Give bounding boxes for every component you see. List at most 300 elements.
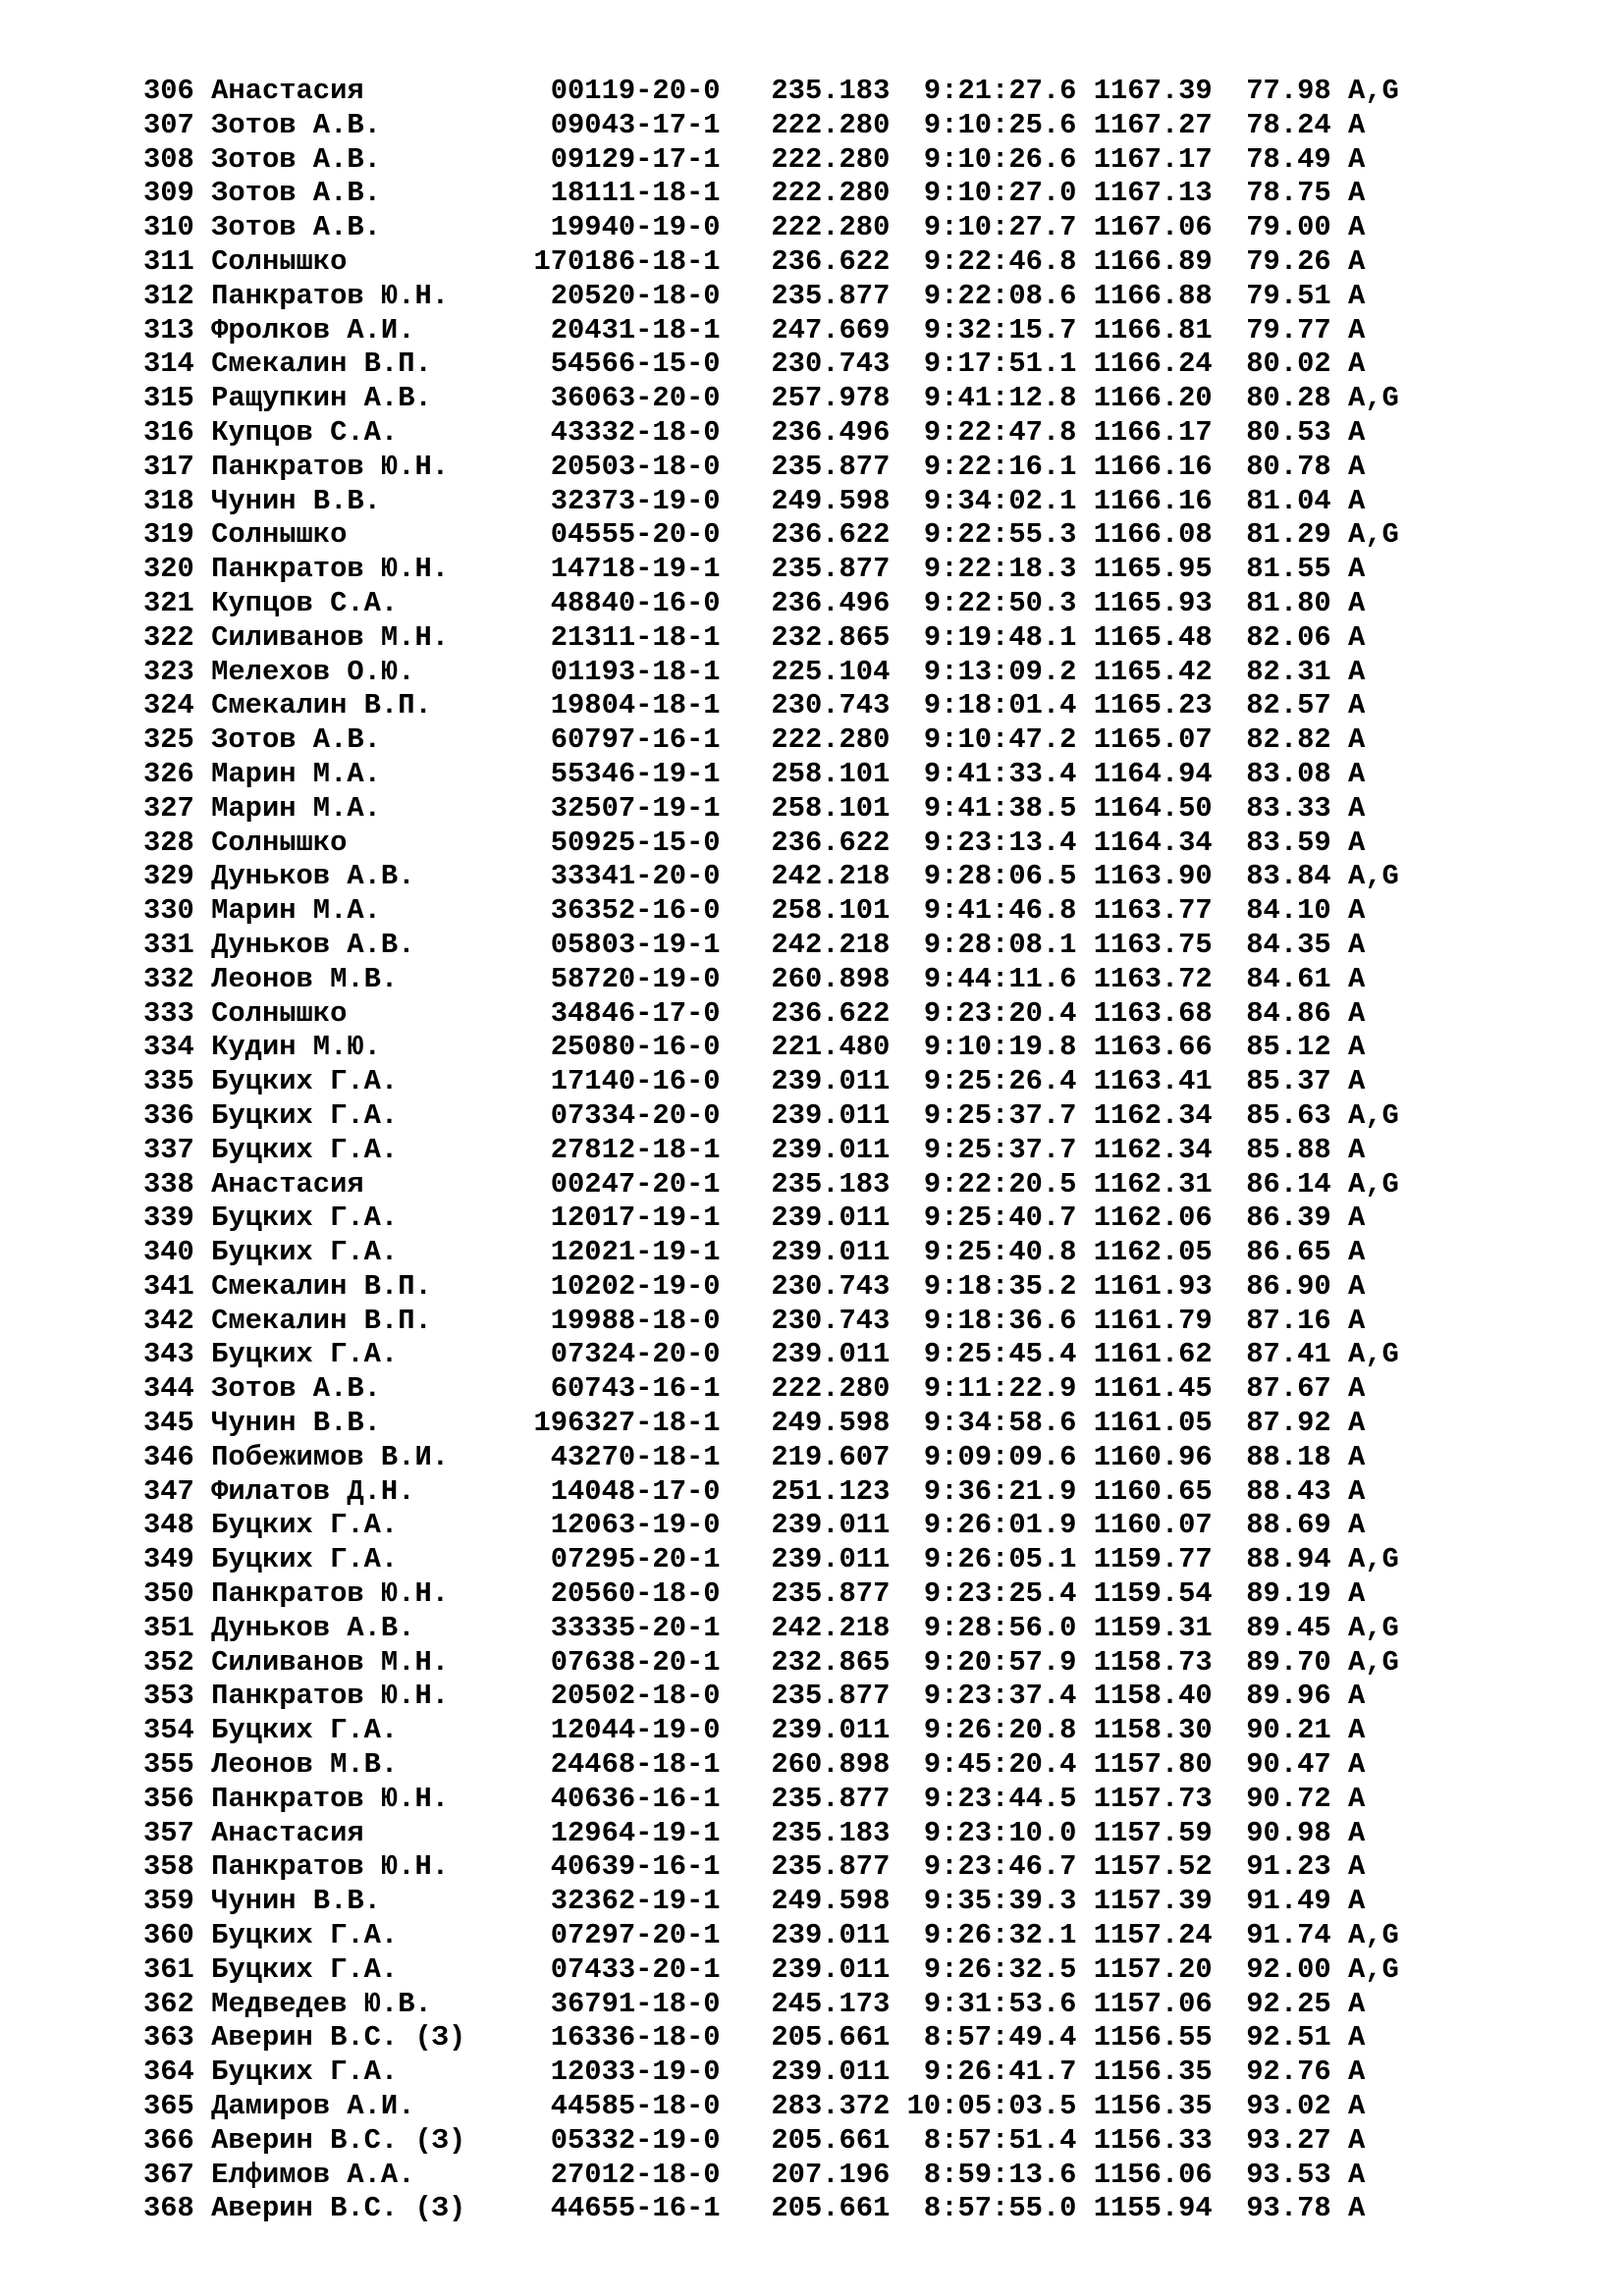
cell-name: Марин М.А. xyxy=(211,791,534,825)
cell-speed: 1166.89 xyxy=(1093,244,1247,278)
cell-coef: 80.78 xyxy=(1246,450,1348,483)
cell-time: 9:22:55.3 xyxy=(890,518,1094,552)
cell-ring: 24468-18-1 xyxy=(533,1748,755,1782)
cell-name: Леонов М.В. xyxy=(211,962,534,995)
cell-num: 340 xyxy=(143,1236,212,1269)
result-row xyxy=(143,1783,1399,1817)
cell-num: 338 xyxy=(143,1167,212,1201)
cell-time: 8:57:49.4 xyxy=(890,2021,1094,2055)
result-row xyxy=(143,997,1399,1032)
cell-ring: 60743-16-1 xyxy=(533,1372,755,1406)
cell-dist: 222.280 xyxy=(754,142,891,176)
cell-name: Силиванов М.Н. xyxy=(211,620,534,654)
cell-name: Кудин М.Ю. xyxy=(211,1031,534,1064)
cell-name: Панкратов Ю.Н. xyxy=(211,1577,534,1611)
cell-num: 337 xyxy=(143,1133,212,1166)
result-row xyxy=(143,280,1399,314)
cell-coef: 81.55 xyxy=(1246,553,1348,586)
cell-flag: A xyxy=(1347,279,1366,312)
result-row xyxy=(143,1270,1399,1305)
cell-time: 9:22:46.8 xyxy=(890,244,1094,278)
result-row xyxy=(143,894,1399,929)
cell-num: 358 xyxy=(143,1850,212,1884)
cell-speed: 1163.41 xyxy=(1093,1065,1247,1098)
cell-num: 368 xyxy=(143,2192,212,2225)
cell-flag: A xyxy=(1347,586,1366,619)
cell-coef: 89.70 xyxy=(1246,1645,1348,1679)
cell-coef: 83.08 xyxy=(1246,757,1348,790)
cell-dist: 239.011 xyxy=(754,1919,891,1952)
cell-name: Панкратов Ю.Н. xyxy=(211,553,534,586)
cell-name: Марин М.А. xyxy=(211,894,534,928)
cell-flag: A xyxy=(1347,2158,1366,2191)
cell-coef: 86.14 xyxy=(1246,1167,1348,1201)
cell-speed: 1166.08 xyxy=(1093,518,1247,552)
cell-time: 9:23:44.5 xyxy=(890,1782,1094,1815)
cell-num: 331 xyxy=(143,928,212,961)
cell-dist: 258.101 xyxy=(754,894,891,928)
result-row xyxy=(143,2021,1399,2056)
cell-num: 324 xyxy=(143,689,212,722)
result-row xyxy=(143,1134,1399,1168)
cell-speed: 1160.96 xyxy=(1093,1440,1247,1473)
cell-time: 9:10:26.6 xyxy=(890,142,1094,176)
cell-speed: 1164.34 xyxy=(1093,826,1247,859)
result-row xyxy=(143,485,1399,519)
cell-num: 310 xyxy=(143,211,212,244)
cell-ring: 32507-19-1 xyxy=(533,791,755,825)
cell-flag: A xyxy=(1347,1269,1366,1303)
cell-ring: 07295-20-1 xyxy=(533,1543,755,1576)
cell-num: 309 xyxy=(143,177,212,210)
cell-name: Дуньков А.В. xyxy=(211,928,534,961)
cell-speed: 1165.42 xyxy=(1093,655,1247,688)
cell-num: 325 xyxy=(143,723,212,757)
result-row xyxy=(143,1031,1399,1065)
cell-speed: 1166.20 xyxy=(1093,382,1247,415)
cell-ring: 16336-18-0 xyxy=(533,2021,755,2055)
cell-ring: 36352-16-0 xyxy=(533,894,755,928)
cell-flag: A xyxy=(1347,1372,1366,1406)
cell-speed: 1164.50 xyxy=(1093,791,1247,825)
cell-name: Чунин В.В. xyxy=(211,1407,534,1440)
cell-dist: 260.898 xyxy=(754,962,891,995)
cell-name: Аверин В.С. (З) xyxy=(211,2123,534,2157)
cell-speed: 1161.05 xyxy=(1093,1407,1247,1440)
cell-flag: A xyxy=(1347,450,1366,483)
cell-dist: 235.877 xyxy=(754,1680,891,1713)
result-row xyxy=(143,314,1399,348)
cell-num: 359 xyxy=(143,1885,212,1918)
cell-speed: 1156.06 xyxy=(1093,2158,1247,2191)
cell-ring: 19804-18-1 xyxy=(533,689,755,722)
cell-time: 9:28:06.5 xyxy=(890,860,1094,893)
result-row xyxy=(143,1372,1399,1407)
cell-num: 336 xyxy=(143,1098,212,1132)
result-row xyxy=(143,1338,1399,1372)
result-row xyxy=(143,963,1399,997)
cell-ring: 196327-18-1 xyxy=(533,1407,755,1440)
cell-name: Солнышко xyxy=(211,996,534,1030)
cell-coef: 90.21 xyxy=(1246,1714,1348,1747)
cell-coef: 78.24 xyxy=(1246,108,1348,141)
cell-coef: 79.26 xyxy=(1246,244,1348,278)
cell-speed: 1161.93 xyxy=(1093,1269,1247,1303)
cell-coef: 79.51 xyxy=(1246,279,1348,312)
cell-ring: 55346-19-1 xyxy=(533,757,755,790)
cell-time: 9:31:53.6 xyxy=(890,1987,1094,2020)
cell-coef: 88.94 xyxy=(1246,1543,1348,1576)
cell-name: Солнышко xyxy=(211,244,534,278)
cell-num: 360 xyxy=(143,1919,212,1952)
cell-name: Буцких Г.А. xyxy=(211,1714,534,1747)
cell-ring: 00247-20-1 xyxy=(533,1167,755,1201)
cell-time: 9:25:45.4 xyxy=(890,1338,1094,1371)
cell-time: 9:22:20.5 xyxy=(890,1167,1094,1201)
cell-ring: 12964-19-1 xyxy=(533,1816,755,1849)
cell-name: Буцких Г.А. xyxy=(211,1236,534,1269)
cell-time: 9:09:09.6 xyxy=(890,1440,1094,1473)
cell-name: Зотов А.В. xyxy=(211,1372,534,1406)
cell-ring: 10202-19-0 xyxy=(533,1269,755,1303)
cell-coef: 84.61 xyxy=(1246,962,1348,995)
cell-speed: 1166.16 xyxy=(1093,484,1247,517)
cell-num: 307 xyxy=(143,108,212,141)
cell-time: 9:22:50.3 xyxy=(890,586,1094,619)
cell-flag: A xyxy=(1347,723,1366,757)
cell-dist: 205.661 xyxy=(754,2021,891,2055)
cell-num: 316 xyxy=(143,415,212,449)
cell-dist: 230.743 xyxy=(754,1269,891,1303)
cell-dist: 239.011 xyxy=(754,1236,891,1269)
cell-num: 323 xyxy=(143,655,212,688)
cell-dist: 222.280 xyxy=(754,177,891,210)
cell-speed: 1156.33 xyxy=(1093,2123,1247,2157)
cell-ring: 170186-18-1 xyxy=(533,244,755,278)
result-row xyxy=(143,177,1399,211)
cell-coef: 83.84 xyxy=(1246,860,1348,893)
cell-ring: 05803-19-1 xyxy=(533,928,755,961)
cell-speed: 1159.77 xyxy=(1093,1543,1247,1576)
cell-flag: A,G xyxy=(1347,1611,1399,1644)
cell-num: 329 xyxy=(143,860,212,893)
cell-ring: 09129-17-1 xyxy=(533,142,755,176)
cell-speed: 1157.73 xyxy=(1093,1782,1247,1815)
result-row xyxy=(143,689,1399,723)
cell-coef: 87.67 xyxy=(1246,1372,1348,1406)
cell-ring: 21311-18-1 xyxy=(533,620,755,654)
cell-dist: 258.101 xyxy=(754,757,891,790)
cell-speed: 1167.39 xyxy=(1093,75,1247,107)
cell-ring: 18111-18-1 xyxy=(533,177,755,210)
cell-dist: 242.218 xyxy=(754,1611,891,1644)
cell-time: 9:10:27.0 xyxy=(890,177,1094,210)
cell-dist: 251.123 xyxy=(754,1474,891,1508)
cell-time: 9:20:57.9 xyxy=(890,1645,1094,1679)
cell-dist: 236.496 xyxy=(754,415,891,449)
cell-flag: A xyxy=(1347,484,1366,517)
cell-num: 311 xyxy=(143,244,212,278)
cell-name: Буцких Г.А. xyxy=(211,1543,534,1576)
result-row xyxy=(143,1543,1399,1577)
cell-time: 8:59:13.6 xyxy=(890,2158,1094,2191)
cell-speed: 1165.07 xyxy=(1093,723,1247,757)
cell-num: 361 xyxy=(143,1952,212,1986)
cell-dist: 207.196 xyxy=(754,2158,891,2191)
cell-name: Дамиров А.И. xyxy=(211,2090,534,2123)
cell-dist: 249.598 xyxy=(754,484,891,517)
cell-time: 9:45:20.4 xyxy=(890,1748,1094,1782)
result-row xyxy=(143,245,1399,280)
cell-time: 9:18:01.4 xyxy=(890,689,1094,722)
cell-coef: 84.10 xyxy=(1246,894,1348,928)
cell-name: Буцких Г.А. xyxy=(211,1065,534,1098)
cell-flag: A xyxy=(1347,1885,1366,1918)
cell-flag: A,G xyxy=(1347,518,1399,552)
cell-ring: 25080-16-0 xyxy=(533,1031,755,1064)
cell-speed: 1161.79 xyxy=(1093,1304,1247,1337)
cell-coef: 85.12 xyxy=(1246,1031,1348,1064)
cell-coef: 79.77 xyxy=(1246,313,1348,347)
cell-ring: 17140-16-0 xyxy=(533,1065,755,1098)
cell-speed: 1165.93 xyxy=(1093,586,1247,619)
cell-name: Зотов А.В. xyxy=(211,142,534,176)
cell-speed: 1160.65 xyxy=(1093,1474,1247,1508)
cell-time: 9:10:47.2 xyxy=(890,723,1094,757)
cell-name: Буцких Г.А. xyxy=(211,1201,534,1235)
cell-time: 9:41:46.8 xyxy=(890,894,1094,928)
cell-dist: 245.173 xyxy=(754,1987,891,2020)
cell-coef: 91.74 xyxy=(1246,1919,1348,1952)
cell-name: Медведев Ю.В. xyxy=(211,1987,534,2020)
cell-name: Буцких Г.А. xyxy=(211,1098,534,1132)
cell-dist: 239.011 xyxy=(754,1543,891,1576)
cell-dist: 239.011 xyxy=(754,1714,891,1747)
cell-time: 9:36:21.9 xyxy=(890,1474,1094,1508)
cell-flag: A xyxy=(1347,1987,1366,2020)
cell-coef: 90.72 xyxy=(1246,1782,1348,1815)
cell-dist: 235.877 xyxy=(754,450,891,483)
cell-dist: 235.877 xyxy=(754,1850,891,1884)
cell-dist: 222.280 xyxy=(754,108,891,141)
cell-num: 365 xyxy=(143,2090,212,2123)
cell-time: 9:41:33.4 xyxy=(890,757,1094,790)
cell-name: Ращупкин А.В. xyxy=(211,382,534,415)
cell-name: Солнышко xyxy=(211,518,534,552)
cell-name: Панкратов Ю.Н. xyxy=(211,279,534,312)
result-row xyxy=(143,1680,1399,1714)
cell-coef: 90.47 xyxy=(1246,1748,1348,1782)
cell-time: 9:25:26.4 xyxy=(890,1065,1094,1098)
result-row xyxy=(143,2192,1399,2226)
cell-flag: A xyxy=(1347,1577,1366,1611)
cell-coef: 84.86 xyxy=(1246,996,1348,1030)
cell-dist: 230.743 xyxy=(754,1304,891,1337)
cell-dist: 232.865 xyxy=(754,1645,891,1679)
cell-flag: A,G xyxy=(1347,1919,1399,1952)
cell-flag: A xyxy=(1347,1031,1366,1064)
cell-speed: 1159.31 xyxy=(1093,1611,1247,1644)
cell-coef: 84.35 xyxy=(1246,928,1348,961)
cell-time: 9:23:10.0 xyxy=(890,1816,1094,1849)
cell-name: Силиванов М.Н. xyxy=(211,1645,534,1679)
cell-ring: 50925-15-0 xyxy=(533,826,755,859)
cell-num: 313 xyxy=(143,313,212,347)
cell-speed: 1157.06 xyxy=(1093,1987,1247,2020)
cell-speed: 1160.07 xyxy=(1093,1509,1247,1542)
cell-flag: A xyxy=(1347,894,1366,928)
result-row xyxy=(143,1714,1399,1748)
cell-time: 9:18:36.6 xyxy=(890,1304,1094,1337)
cell-dist: 222.280 xyxy=(754,723,891,757)
cell-flag: A xyxy=(1347,928,1366,961)
cell-flag: A xyxy=(1347,2090,1366,2123)
cell-num: 352 xyxy=(143,1645,212,1679)
cell-speed: 1167.17 xyxy=(1093,142,1247,176)
cell-dist: 242.218 xyxy=(754,928,891,961)
cell-num: 342 xyxy=(143,1304,212,1337)
cell-flag: A xyxy=(1347,757,1366,790)
result-row xyxy=(143,723,1399,758)
cell-name: Смекалин В.П. xyxy=(211,689,534,722)
cell-num: 320 xyxy=(143,553,212,586)
cell-flag: A xyxy=(1347,1714,1366,1747)
cell-time: 9:28:08.1 xyxy=(890,928,1094,961)
result-row xyxy=(143,1305,1399,1339)
cell-ring: 14718-19-1 xyxy=(533,553,755,586)
cell-dist: 239.011 xyxy=(754,1201,891,1235)
cell-name: Зотов А.В. xyxy=(211,723,534,757)
cell-num: 367 xyxy=(143,2158,212,2191)
cell-dist: 236.496 xyxy=(754,586,891,619)
cell-dist: 239.011 xyxy=(754,1098,891,1132)
cell-name: Панкратов Ю.Н. xyxy=(211,1782,534,1815)
cell-ring: 43270-18-1 xyxy=(533,1440,755,1473)
cell-name: Побежимов В.И. xyxy=(211,1440,534,1473)
cell-num: 335 xyxy=(143,1065,212,1098)
cell-flag: A,G xyxy=(1347,1952,1399,1986)
result-row xyxy=(143,143,1399,178)
cell-time: 9:22:47.8 xyxy=(890,415,1094,449)
cell-name: Фролков А.И. xyxy=(211,313,534,347)
cell-dist: 205.661 xyxy=(754,2192,891,2225)
cell-coef: 80.28 xyxy=(1246,382,1348,415)
cell-name: Чунин В.В. xyxy=(211,1885,534,1918)
cell-flag: A xyxy=(1347,244,1366,278)
cell-speed: 1156.35 xyxy=(1093,2056,1247,2089)
cell-num: 326 xyxy=(143,757,212,790)
cell-ring: 00119-20-0 xyxy=(533,75,755,107)
results-list xyxy=(143,75,1399,2226)
cell-flag: A xyxy=(1347,689,1366,722)
cell-speed: 1161.45 xyxy=(1093,1372,1247,1406)
cell-dist: 235.183 xyxy=(754,1167,891,1201)
cell-num: 356 xyxy=(143,1782,212,1815)
cell-time: 10:05:03.5 xyxy=(890,2090,1094,2123)
cell-num: 306 xyxy=(143,75,212,107)
cell-coef: 88.69 xyxy=(1246,1509,1348,1542)
cell-num: 357 xyxy=(143,1816,212,1849)
cell-ring: 05332-19-0 xyxy=(533,2123,755,2157)
cell-dist: 239.011 xyxy=(754,1338,891,1371)
cell-time: 9:34:58.6 xyxy=(890,1407,1094,1440)
cell-speed: 1163.75 xyxy=(1093,928,1247,961)
cell-dist: 235.877 xyxy=(754,1577,891,1611)
result-row xyxy=(143,827,1399,861)
cell-num: 341 xyxy=(143,1269,212,1303)
cell-num: 366 xyxy=(143,2123,212,2157)
result-row xyxy=(143,656,1399,690)
cell-flag: A xyxy=(1347,791,1366,825)
cell-ring: 04555-20-0 xyxy=(533,518,755,552)
cell-num: 317 xyxy=(143,450,212,483)
cell-speed: 1165.23 xyxy=(1093,689,1247,722)
cell-flag: A xyxy=(1347,1065,1366,1098)
cell-ring: 19940-19-0 xyxy=(533,211,755,244)
cell-dist: 236.622 xyxy=(754,244,891,278)
cell-name: Солнышко xyxy=(211,826,534,859)
cell-time: 9:23:13.4 xyxy=(890,826,1094,859)
cell-time: 9:34:02.1 xyxy=(890,484,1094,517)
cell-time: 9:41:12.8 xyxy=(890,382,1094,415)
result-row xyxy=(143,1475,1399,1510)
cell-flag: A xyxy=(1347,655,1366,688)
cell-ring: 60797-16-1 xyxy=(533,723,755,757)
result-row xyxy=(143,1646,1399,1681)
cell-time: 9:44:11.6 xyxy=(890,962,1094,995)
cell-coef: 91.23 xyxy=(1246,1850,1348,1884)
cell-speed: 1167.13 xyxy=(1093,177,1247,210)
cell-name: Чунин В.В. xyxy=(211,484,534,517)
cell-speed: 1166.81 xyxy=(1093,313,1247,347)
cell-speed: 1163.77 xyxy=(1093,894,1247,928)
cell-flag: A,G xyxy=(1347,75,1399,107)
cell-coef: 79.00 xyxy=(1246,211,1348,244)
result-row xyxy=(143,860,1399,894)
cell-num: 343 xyxy=(143,1338,212,1371)
cell-ring: 33341-20-0 xyxy=(533,860,755,893)
cell-coef: 80.02 xyxy=(1246,347,1348,381)
cell-ring: 32362-19-1 xyxy=(533,1885,755,1918)
result-row xyxy=(143,1099,1399,1134)
cell-coef: 89.19 xyxy=(1246,1577,1348,1611)
cell-flag: A xyxy=(1347,177,1366,210)
result-row xyxy=(143,1817,1399,1851)
result-row xyxy=(143,553,1399,587)
result-row xyxy=(143,451,1399,485)
cell-num: 344 xyxy=(143,1372,212,1406)
cell-dist: 232.865 xyxy=(754,620,891,654)
cell-speed: 1163.90 xyxy=(1093,860,1247,893)
cell-flag: A xyxy=(1347,553,1366,586)
cell-num: 330 xyxy=(143,894,212,928)
cell-flag: A xyxy=(1347,1850,1366,1884)
cell-speed: 1157.52 xyxy=(1093,1850,1247,1884)
result-row xyxy=(143,929,1399,963)
cell-coef: 78.49 xyxy=(1246,142,1348,176)
cell-coef: 85.63 xyxy=(1246,1098,1348,1132)
cell-name: Смекалин В.П. xyxy=(211,1304,534,1337)
cell-num: 339 xyxy=(143,1201,212,1235)
cell-speed: 1161.62 xyxy=(1093,1338,1247,1371)
cell-dist: 249.598 xyxy=(754,1885,891,1918)
cell-num: 364 xyxy=(143,2056,212,2089)
cell-ring: 48840-16-0 xyxy=(533,586,755,619)
cell-ring: 07334-20-0 xyxy=(533,1098,755,1132)
result-row xyxy=(143,416,1399,451)
result-row xyxy=(143,758,1399,792)
result-row xyxy=(143,1065,1399,1099)
